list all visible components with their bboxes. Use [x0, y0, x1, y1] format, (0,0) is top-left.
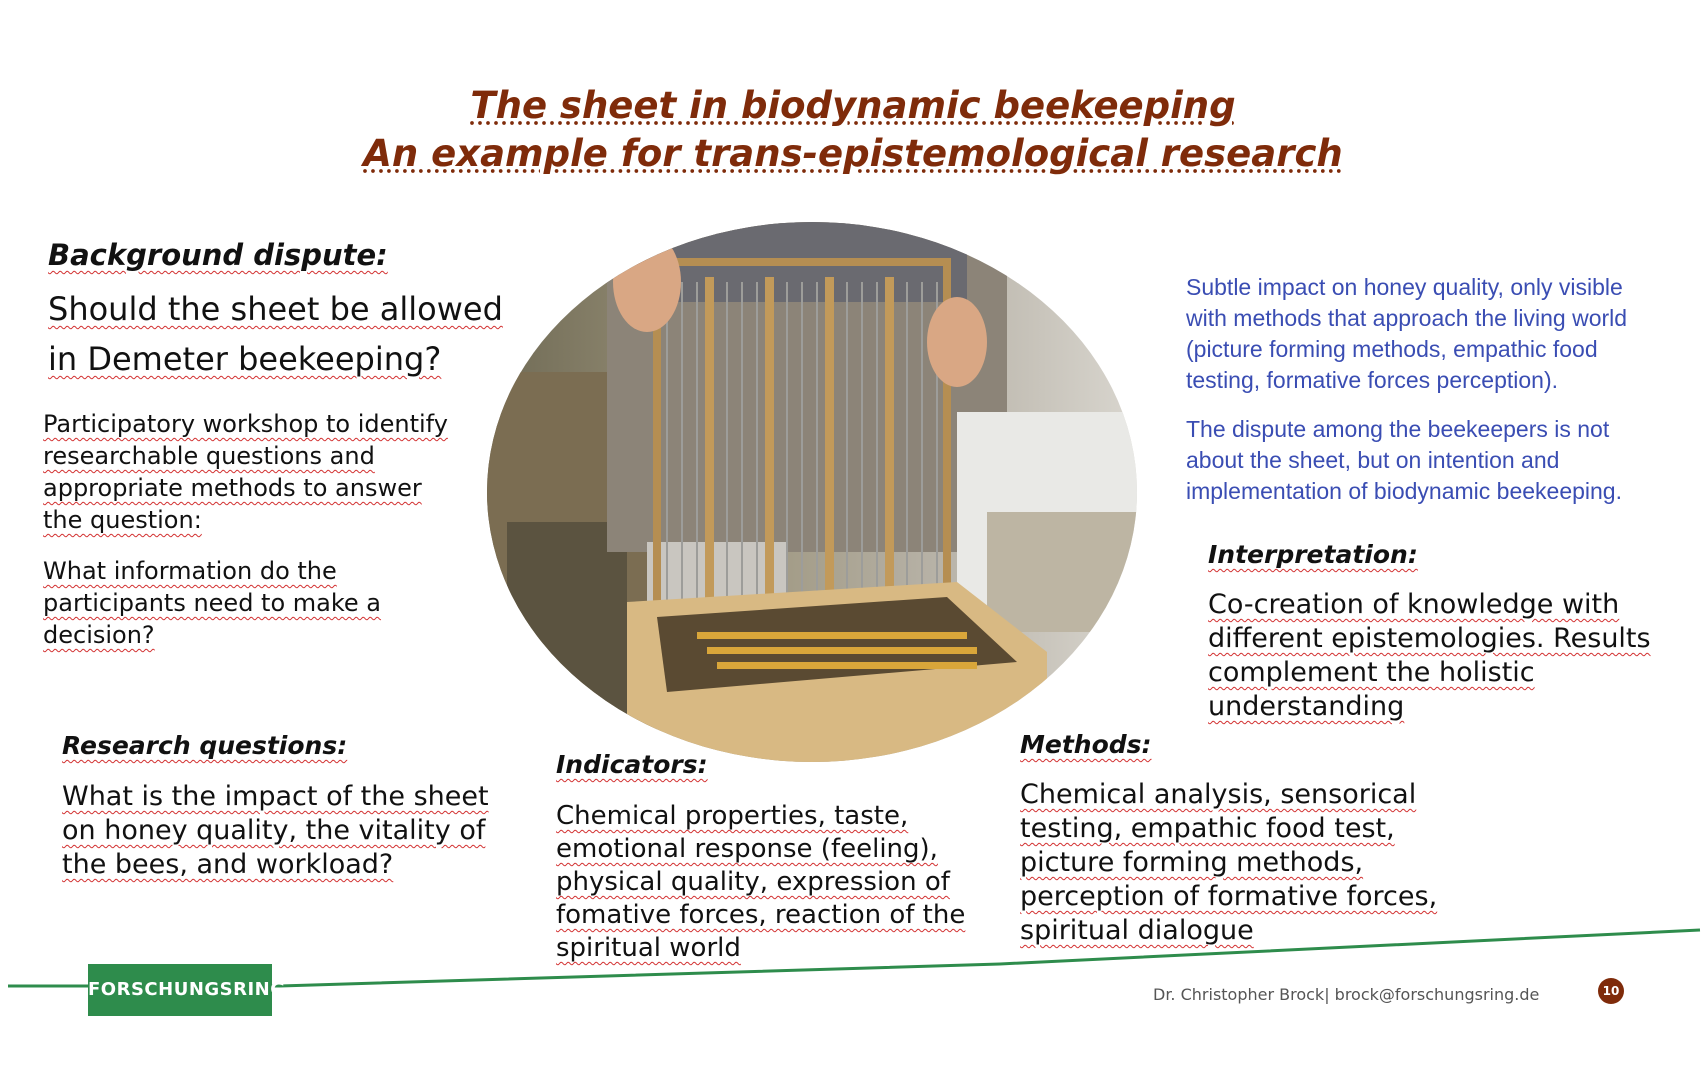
- page-number-badge: 10: [1598, 978, 1624, 1004]
- information-question: What information do the participants need to make a decision?: [43, 557, 382, 649]
- background-heading: Background dispute:: [48, 238, 388, 272]
- indicators-text: Chemical properties, taste, emotional response (feeling), physical quality, expression of fomative forces, reaction of the spiritual world: [556, 801, 966, 963]
- interpretation-heading: Interpretation:: [1208, 540, 1418, 569]
- footer-author: Dr. Christopher Brock| brock@forschungsring.de: [1153, 985, 1540, 1004]
- beehive-photo: [487, 222, 1137, 762]
- interpretation-text: Co-creation of knowledge with different epistemologies. Results complement the holistic understanding: [1208, 589, 1651, 722]
- background-question: Should the sheet be allowed in Demeter beekeeping?: [48, 290, 503, 378]
- workshop-text: Participatory workshop to identify researchable questions and appropriate methods to answer the question:: [43, 410, 448, 534]
- slide-title: [0, 82, 1706, 178]
- indicators-heading: Indicators:: [556, 750, 708, 779]
- title-line-1: The sheet in biodynamic beekeeping: [470, 84, 1236, 127]
- title-line-2: An example for trans-epistemological research: [363, 132, 1343, 175]
- blue-note-dispute: The dispute among the beekeepers is not about the sheet, but on intention and implementation of biodynamic beekeeping.: [1186, 416, 1622, 504]
- methods-heading: Methods:: [1020, 730, 1152, 759]
- methods-text: Chemical analysis, sensorical testing, empathic food test, picture forming methods, perception of formative forces, spiritual dialogue: [1020, 779, 1438, 946]
- research-text: What is the impact of the sheet on honey quality, the vitality of the bees, and workload?: [62, 781, 489, 880]
- research-heading: Research questions:: [62, 731, 348, 760]
- blue-note-impact: Subtle impact on honey quality, only visible with methods that approach the living world (picture forming methods, empathic food testing, formative forces perception).: [1186, 274, 1628, 393]
- forschungsring-logo: FORSCHUNGSRING: [88, 964, 272, 1016]
